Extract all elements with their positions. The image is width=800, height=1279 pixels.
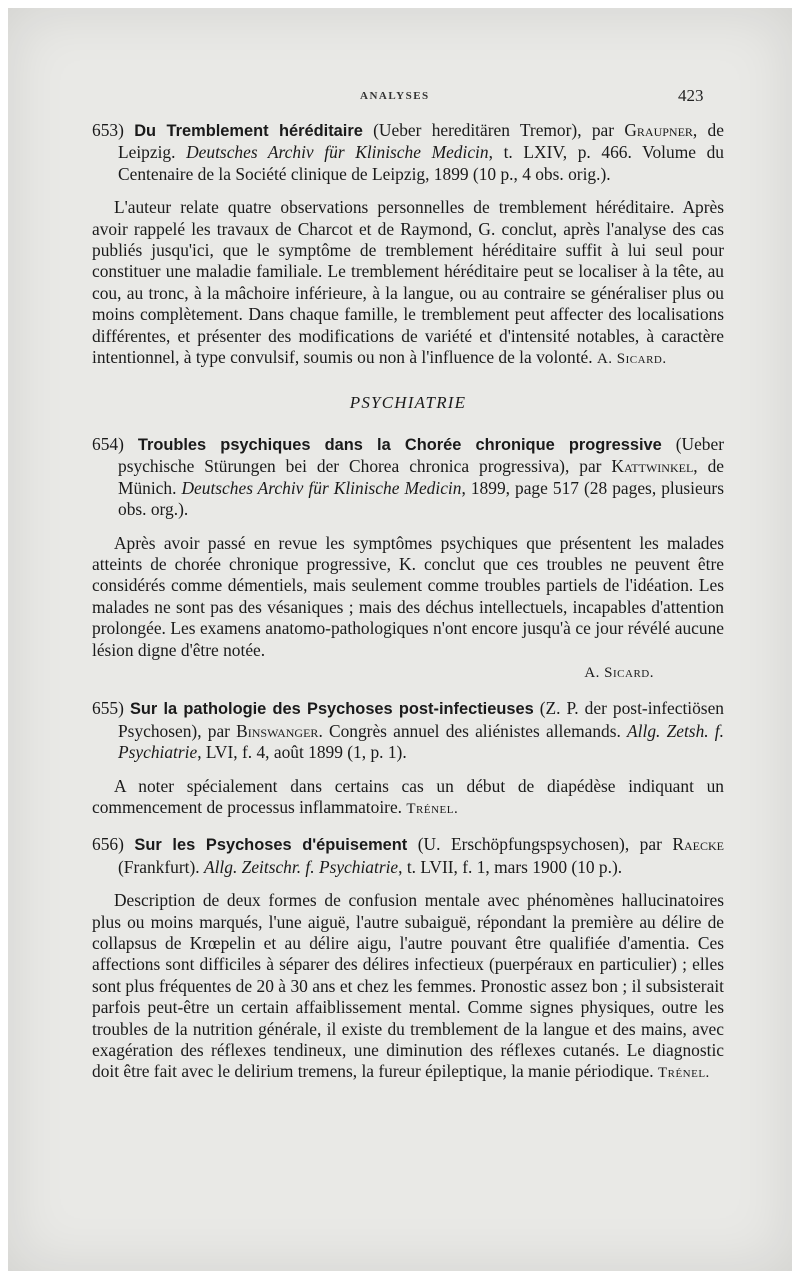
signature: A. Sicard. — [584, 664, 654, 681]
entry-number: 656) — [92, 834, 124, 855]
journal-name: Deutsches Archiv für Klinische Medicin — [186, 142, 489, 163]
reference-text: , LVI, f. 4, août 1899 (1, p. 1). — [197, 742, 407, 763]
author-name: Binswanger — [236, 720, 319, 741]
reference-text: , 1899, page 517 (28 pages, plusieurs obs. org.). — [118, 477, 724, 520]
journal-name: Deutsches Archiv für Klinische Medicin — [181, 477, 462, 498]
entry-reference — [92, 120, 724, 185]
page-content — [92, 120, 724, 1099]
author-name: Kattwinkel — [611, 456, 694, 477]
section-heading: PSYCHIATRIE — [349, 393, 467, 413]
entry-653 — [92, 120, 724, 370]
signature: A. Sicard. — [596, 351, 667, 368]
entry-title: Du Tremblement héréditaire — [134, 122, 363, 140]
signature: Trénel. — [657, 1065, 710, 1082]
reference-text: (U. Erschöpfungspsychosen), par — [407, 834, 673, 855]
entry-reference — [92, 434, 724, 521]
running-header — [8, 86, 792, 110]
abstract-body: A noter spécialement dans certains cas un début de diapédèse indiquant un commencement de processus inflammatoire. — [92, 775, 724, 817]
author-name: Graupner — [624, 120, 693, 140]
reference-text: (Z. P. der post-infectiösen Psychosen), par — [118, 698, 724, 741]
header-title: ANALYSES — [360, 90, 430, 102]
entry-title: Sur les Psychoses d'épuisement — [134, 836, 408, 855]
reference-text: , de Leipzig. — [118, 120, 724, 163]
entry-number: 653) — [92, 120, 124, 140]
reference-text: (Frankfurt). — [118, 856, 204, 877]
signature-line — [92, 661, 724, 684]
journal-name: Allg. Zeitschr. f. Psychiatrie — [203, 856, 399, 877]
abstract-body: Après avoir passé en revue les symptômes psychiques que présentent les malades atteints de chorée chronique progressive, K. conclut que ces troubles ne peuvent être considérés comme démentiels, mais seulement comme troubles partiels de l'idéation. Les malades ne sont pas des vésaniques ; mais des déchus intellectuels, incapables d'attention prolongée. Les examens anatomo-pathologiques n'ont encore jusqu'à ce jour révélé aucune lésion digne d'être notée. — [92, 532, 724, 660]
journal-name: Allg. Zetsh. f. Psychiatrie — [118, 720, 724, 763]
abstract-text — [92, 533, 724, 661]
entry-title: Sur la pathologie des Psychoses post-infectieuses — [129, 700, 534, 719]
abstract-body: L'auteur relate quatre observations personnelles de tremblement héréditaire. Après avoir rappelé les travaux de Charcot et de Raymond, G. conclut, après l'analyse des cas publiés jusqu'ici, que le symptôme de tremblement héréditaire suffit à lui seul pour constituer une maladie familiale. Le tremblement héréditaire peut se localiser à la tête, au cou, au tronc, à la mâchoire inférieure, à la langue, ou au contraire se généraliser plus ou moins complètement. Dans chaque famille, le tremblement peut affecter des localisations différentes, et présenter des modifications de variété et d'intensité notables, à caractère intentionnel, à type convulsif, soumis ou non à l'influence de la volonté. — [92, 197, 724, 368]
signature: Trénel. — [406, 800, 459, 817]
entry-655 — [92, 698, 724, 820]
reference-text: (Ueber hereditären Tremor), par — [362, 120, 625, 140]
page-number: 423 — [678, 86, 704, 105]
entry-number: 654) — [92, 433, 124, 454]
entry-title: Troubles psychiques dans la Chorée chronique progressive — [137, 435, 662, 454]
abstract-text — [92, 776, 724, 821]
reference-text: . Congrès annuel des aliénistes allemands. — [318, 720, 628, 741]
reference-text: (Ueber psychische Stürungen bei der Chorea chronica progressiva), par — [118, 433, 724, 477]
entry-654 — [92, 434, 724, 684]
reference-text: , t. LXIV, p. 466. Volume du Centenaire de la Société clinique de Leipzig, 1899 (10 p., 4 obs. orig.). — [118, 142, 724, 184]
entry-reference — [92, 698, 724, 763]
entry-656 — [92, 834, 724, 1084]
abstract-text — [92, 890, 724, 1085]
scanned-page — [8, 8, 792, 1271]
abstract-text — [92, 197, 724, 370]
entry-reference — [92, 834, 724, 878]
author-name: Raecke — [672, 834, 724, 855]
entry-number: 655) — [92, 698, 124, 719]
reference-text: , t. LVII, f. 1, mars 1900 (10 p.). — [398, 856, 623, 877]
reference-text: , de Münich. — [118, 456, 724, 498]
abstract-body: Description de deux formes de confusion mentale avec phénomènes hallucinatoires plus ou moins marqués, l'une aiguë, l'autre subaiguë, répondant la première au délire de collapsus de Krœpelin et au délire aigu, l'autre pouvant être qualifiée d'amentia. Ces affections sont difficiles à séparer des délires infectieux (puerpéraux en particulier) ; elles sont plus fréquentes de 20 à 30 ans et chez les femmes. Pronostic assez bon ; il subsisterait parfois peut-être un certain affaiblissement mental. Comme signes physiques, outre les troubles de la nutrition générale, il existe du tremblement de la langue et des mains, avec exagération des réflexes tendineux, une diminution des réflexes cutanés. Le diagnostic doit être fait avec le delirium tremens, la fureur épileptique, la manie périodique. — [92, 890, 724, 1082]
